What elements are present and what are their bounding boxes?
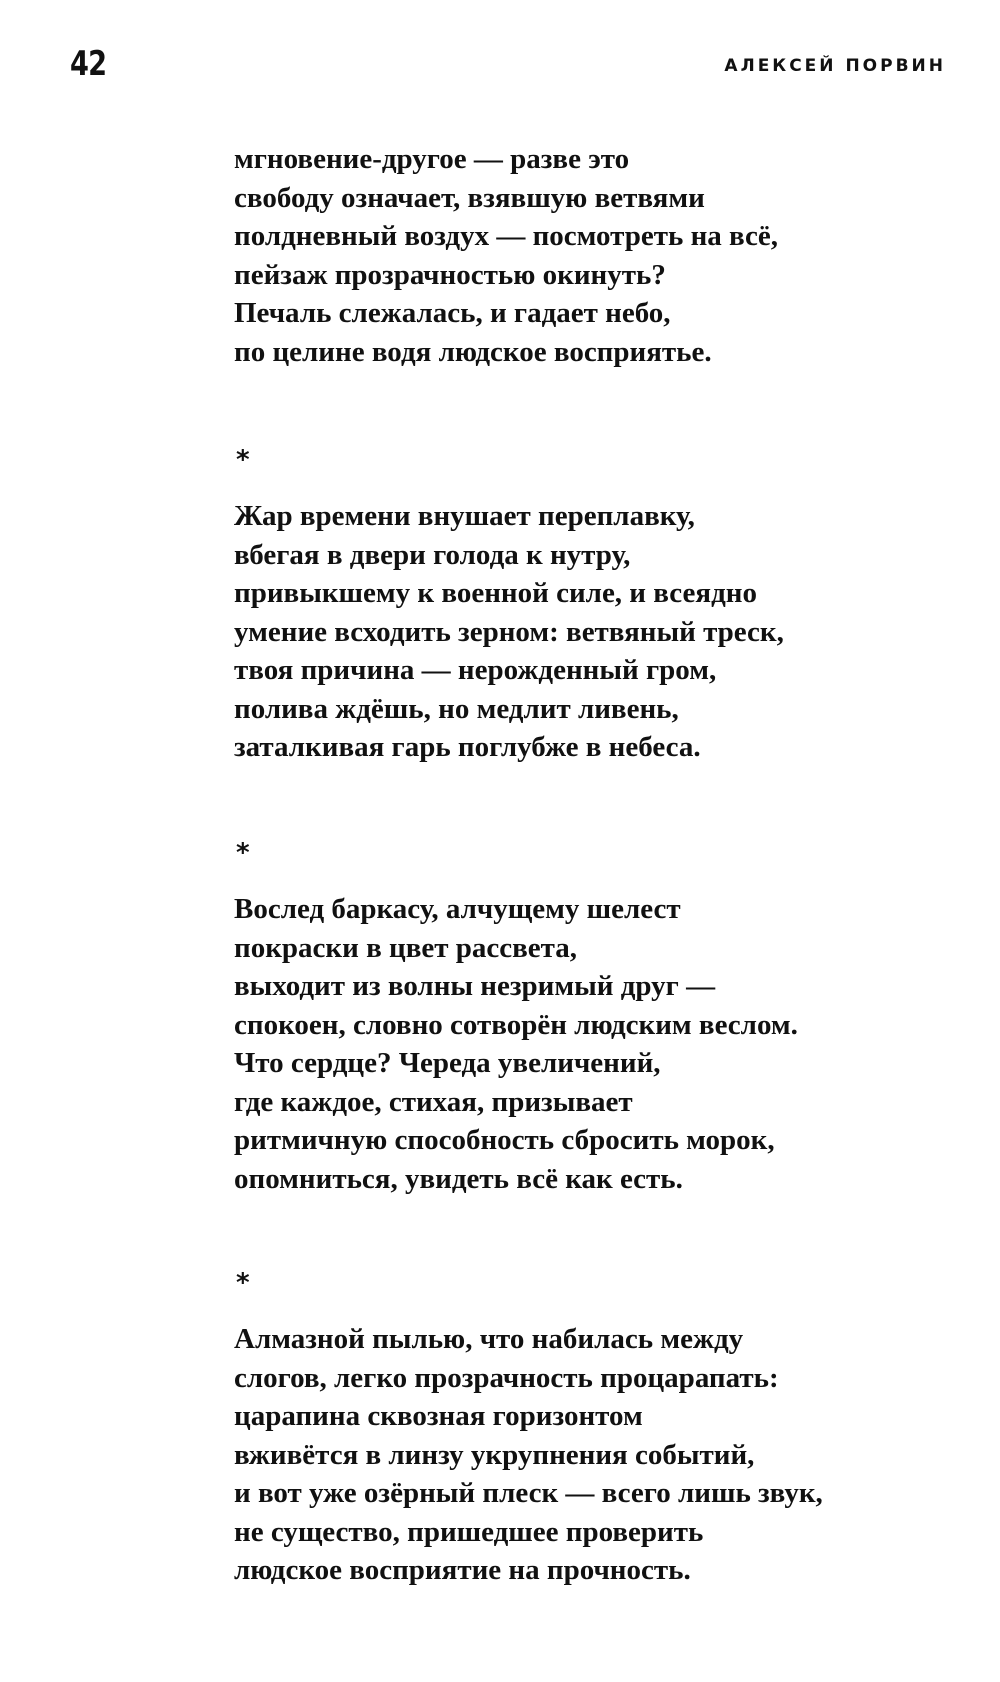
poem-1 bbox=[234, 140, 960, 371]
poem-line: Алмазной пылью, что набилась между bbox=[234, 1323, 744, 1355]
poem-4 bbox=[234, 1320, 960, 1590]
page-number: 42 bbox=[70, 44, 107, 84]
poem-line: опомниться, увидеть всё как есть. bbox=[234, 1162, 683, 1195]
poem-line: покраски в цвет рассвета, bbox=[234, 931, 577, 964]
poem-line: людское восприятие на прочность. bbox=[234, 1554, 691, 1586]
poem-line: и вот уже озёрный плеск — всего лишь звук, bbox=[234, 1477, 823, 1509]
poem-line: где каждое, стихая, призывает bbox=[234, 1085, 633, 1118]
poem-line: полдневный воздух — посмотреть на всё, bbox=[234, 220, 779, 252]
poem-line: по целине водя людское восприятье. bbox=[234, 335, 712, 368]
poem-line: Вослед баркасу, алчущему шелест bbox=[234, 893, 681, 925]
poem-line: вживётся в линзу укрупнения событий, bbox=[234, 1438, 755, 1471]
poem-line: Что сердце? Череда увеличений, bbox=[234, 1047, 661, 1079]
poem-line: спокоен, словно сотворён людским веслом. bbox=[234, 1008, 798, 1041]
poem-line: вбегая в двери голода к нутру, bbox=[234, 538, 631, 571]
poem-line: заталкивая гарь поглубже в небеса. bbox=[234, 731, 701, 763]
running-header-author: АЛЕКСЕЙ ПОРВИН bbox=[724, 56, 946, 76]
poem-line: не существо, пришедшее проверить bbox=[234, 1515, 704, 1548]
poem-line: слогов, легко прозрачность процарапать: bbox=[234, 1361, 779, 1394]
poem-line: свободу означает, взявшую ветвями bbox=[234, 181, 705, 214]
poem-2 bbox=[234, 497, 960, 767]
poem-line: выходит из волны незримый друг — bbox=[234, 970, 716, 1002]
poem-line: умение всходить зерном: ветвяный треск, bbox=[234, 615, 784, 648]
section-separator: * bbox=[236, 445, 250, 475]
poem-line: привыкшему к военной силе, и всеядно bbox=[234, 577, 757, 609]
poem-line: Жар времени внушает переплавку, bbox=[234, 500, 695, 532]
section-separator: * bbox=[236, 838, 250, 868]
poem-line: Печаль слежалась, и гадает небо, bbox=[234, 297, 671, 329]
poem-line: твоя причина — нерожденный гром, bbox=[234, 654, 717, 686]
section-separator: * bbox=[236, 1268, 250, 1298]
poem-3 bbox=[234, 890, 960, 1198]
poem-line: полива ждёшь, но медлит ливень, bbox=[234, 692, 679, 725]
poem-line: пейзаж прозрачностью окинуть? bbox=[234, 258, 666, 291]
poem-line: ритмичную способность сбросить морок, bbox=[234, 1124, 775, 1156]
poem-line: царапина сквозная горизонтом bbox=[234, 1400, 643, 1432]
poem-line: мгновение-другое — разве это bbox=[234, 143, 630, 175]
